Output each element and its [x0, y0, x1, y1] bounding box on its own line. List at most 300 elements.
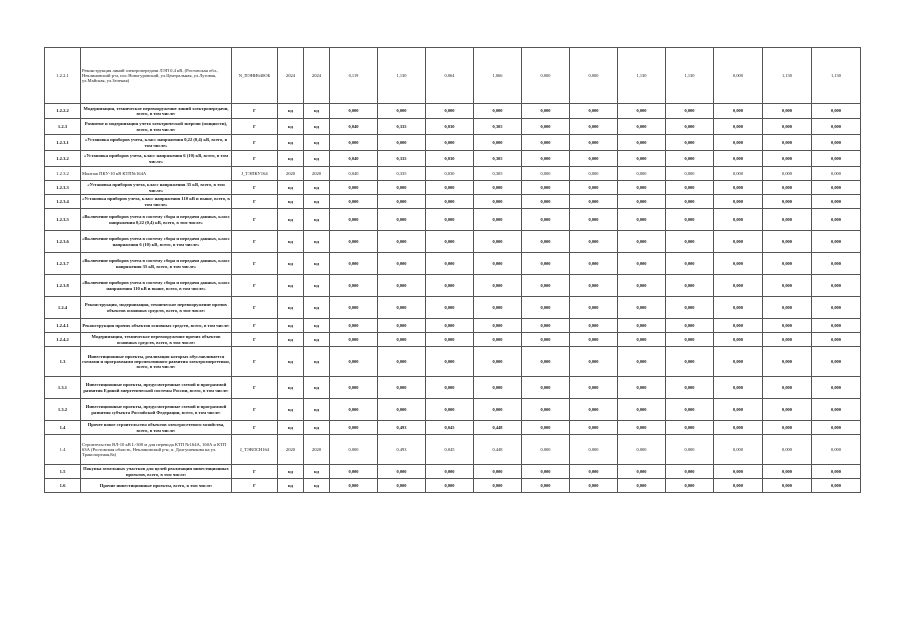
row-value-cell: 0,000 [666, 151, 714, 167]
row-value-cell: 0,000 [812, 377, 861, 399]
row-value-cell: 0,000 [378, 479, 426, 493]
row-value-cell: 0,000 [812, 151, 861, 167]
row-value-cell: 0,493 [378, 421, 426, 435]
row-value-cell: 0,040 [330, 167, 378, 181]
row-value-cell: 0,448 [474, 435, 522, 465]
table-row [45, 135, 861, 151]
row-year-start-cell: нд [278, 209, 304, 231]
row-name-cell: Покупка земельных участков для целей реализации инвестиционных проектов, всего, в том числе: [81, 465, 232, 479]
row-value-cell: 0,000 [763, 253, 812, 275]
row-value-cell: 0,000 [618, 195, 666, 209]
row-value-cell: 0,000 [666, 333, 714, 347]
row-value-cell: 0,000 [618, 167, 666, 181]
row-value-cell: 0,000 [426, 399, 474, 421]
row-value-cell: 0,000 [570, 435, 618, 465]
row-year-start-cell: нд [278, 181, 304, 195]
row-value-cell: 0,045 [426, 435, 474, 465]
table-row [45, 151, 861, 167]
table-row [45, 167, 861, 181]
row-code-cell: 1.2.3.3 [45, 181, 81, 195]
row-value-cell: 0,000 [812, 119, 861, 135]
table-row [45, 465, 861, 479]
row-year-start-cell: нд [278, 421, 304, 435]
row-value-cell: 0,000 [522, 399, 570, 421]
row-code-cell: 1.2.3.4 [45, 195, 81, 209]
row-name-cell: «Установка приборов учета, класс напряжения 0,22 (0,4) кВ, всего, в том числе» [81, 135, 232, 151]
row-value-cell: 0,000 [714, 347, 763, 377]
row-year-end-cell: нд [304, 209, 330, 231]
row-value-cell: 0,000 [378, 135, 426, 151]
row-year-end-cell: нд [304, 119, 330, 135]
row-year-start-cell: нд [278, 377, 304, 399]
row-value-cell: 0,000 [570, 377, 618, 399]
row-value-cell: 0,000 [812, 435, 861, 465]
row-value-cell: 0,000 [474, 104, 522, 119]
row-value-cell: 0,000 [426, 377, 474, 399]
row-code-cell: 1.2.4.2 [45, 333, 81, 347]
row-value-cell: 0,030 [426, 119, 474, 135]
row-code-cell: 1.2.3.2 [45, 151, 81, 167]
row-value-cell: 0,000 [618, 435, 666, 465]
row-value-cell: 0,000 [714, 48, 763, 104]
row-year-end-cell: нд [304, 231, 330, 253]
row-value-cell: 0,000 [618, 399, 666, 421]
row-value-cell: 0,000 [330, 275, 378, 297]
table-row [45, 479, 861, 493]
row-year-end-cell: нд [304, 297, 330, 319]
row-value-cell: 0,000 [666, 435, 714, 465]
row-value-cell: 0,000 [812, 195, 861, 209]
row-value-cell: 0,000 [570, 231, 618, 253]
row-id-cell: Г [232, 104, 278, 119]
row-year-end-cell: нд [304, 181, 330, 195]
row-year-end-cell: нд [304, 377, 330, 399]
row-value-cell: 0,000 [618, 275, 666, 297]
table-row [45, 195, 861, 209]
row-value-cell: 0,000 [522, 465, 570, 479]
row-value-cell: 0,000 [714, 151, 763, 167]
row-value-cell: 0,000 [474, 319, 522, 333]
row-value-cell: 0,000 [570, 209, 618, 231]
row-value-cell: 0,000 [812, 253, 861, 275]
row-value-cell: 0,000 [714, 231, 763, 253]
row-value-cell: 0,040 [330, 151, 378, 167]
row-value-cell: 0,000 [378, 195, 426, 209]
row-code-cell: 1.2.3.1 [45, 135, 81, 151]
row-value-cell: 0,000 [378, 347, 426, 377]
row-value-cell: 0,000 [666, 195, 714, 209]
row-value-cell: 0,000 [522, 167, 570, 181]
row-value-cell: 0,000 [426, 297, 474, 319]
row-value-cell: 0,040 [330, 119, 378, 135]
row-value-cell: 0,000 [378, 209, 426, 231]
row-value-cell: 0,000 [570, 297, 618, 319]
row-value-cell: 0,000 [714, 195, 763, 209]
row-name-cell: «Включение приборов учета в систему сбора и передачи данных, класс напряжения 110 кВ и выше, всего, в том числе» [81, 275, 232, 297]
row-value-cell: 0,000 [378, 275, 426, 297]
row-value-cell: 0,000 [378, 399, 426, 421]
row-id-cell: Г [232, 275, 278, 297]
row-value-cell: 0,000 [763, 167, 812, 181]
row-value-cell: 0,119 [330, 48, 378, 104]
row-value-cell: 0,000 [714, 119, 763, 135]
row-value-cell: 0,000 [330, 209, 378, 231]
row-value-cell: 0,000 [474, 253, 522, 275]
row-value-cell: 0,000 [474, 297, 522, 319]
row-value-cell: 0,000 [522, 347, 570, 377]
row-value-cell: 0,000 [522, 181, 570, 195]
row-year-end-cell: нд [304, 135, 330, 151]
row-value-cell: 0,000 [330, 347, 378, 377]
row-value-cell: 0,000 [570, 181, 618, 195]
row-year-start-cell: нд [278, 333, 304, 347]
row-code-cell: 1.2.3.8 [45, 275, 81, 297]
row-value-cell: 0,305 [474, 119, 522, 135]
row-id-cell: Г [232, 195, 278, 209]
row-code-cell: 1.2.3.5 [45, 209, 81, 231]
row-value-cell: 0,000 [714, 399, 763, 421]
row-value-cell: 0,000 [714, 479, 763, 493]
row-code-cell: 1.5 [45, 465, 81, 479]
row-value-cell: 0,000 [330, 399, 378, 421]
row-id-cell: Г [232, 209, 278, 231]
table-row [45, 319, 861, 333]
row-year-start-cell: нд [278, 479, 304, 493]
row-name-cell: Инвестиционные проекты, предусмотренные схемой и программой развития Единой энергетической системы России, всего, в том числе: [81, 377, 232, 399]
table-row [45, 275, 861, 297]
row-name-cell: Реконструкция, модернизация, техническое перевооружение прочих объектов основных средств, всего, в том числе: [81, 297, 232, 319]
row-value-cell: 0,000 [474, 333, 522, 347]
row-name-cell: Прочее новое строительство объектов электросетевого хозяйства, всего, в том числе: [81, 421, 232, 435]
row-year-start-cell: нд [278, 347, 304, 377]
row-value-cell: 0,000 [714, 275, 763, 297]
row-code-cell: 1.2.2.1 [45, 48, 81, 104]
row-value-cell: 0,064 [426, 48, 474, 104]
row-value-cell: 0,000 [618, 297, 666, 319]
row-value-cell: 0,000 [812, 399, 861, 421]
table-row [45, 119, 861, 135]
row-value-cell: 0,000 [522, 479, 570, 493]
row-value-cell: 0,000 [763, 275, 812, 297]
row-value-cell: 0,000 [763, 465, 812, 479]
row-value-cell: 0,000 [378, 377, 426, 399]
row-value-cell: 0,000 [666, 465, 714, 479]
row-year-start-cell: нд [278, 465, 304, 479]
row-value-cell: 0,000 [522, 333, 570, 347]
row-value-cell: 0,000 [714, 465, 763, 479]
row-code-cell: 1.3.2 [45, 399, 81, 421]
row-value-cell: 0,000 [474, 209, 522, 231]
row-value-cell: 0,000 [666, 421, 714, 435]
row-value-cell: 0,000 [330, 465, 378, 479]
row-id-cell: Г [232, 319, 278, 333]
row-name-cell: «Установка приборов учета, класс напряжения 110 кВ и выше, всего, в том числе» [82, 196, 230, 207]
row-value-cell: 0,000 [714, 319, 763, 333]
row-value-cell: 0,000 [618, 209, 666, 231]
row-year-end-cell: нд [304, 399, 330, 421]
table-row [45, 399, 861, 421]
row-value-cell: 0,000 [570, 195, 618, 209]
row-value-cell: 0,000 [330, 377, 378, 399]
row-code-cell: 1.3 [45, 347, 81, 377]
row-code-cell: 1.2.4 [45, 297, 81, 319]
table-row [45, 347, 861, 377]
table-row [45, 297, 861, 319]
row-value-cell: 0,000 [522, 151, 570, 167]
row-value-cell: 0,000 [330, 435, 378, 465]
row-year-start-cell: нд [278, 104, 304, 119]
row-year-end-cell: нд [304, 104, 330, 119]
row-value-cell: 0,000 [522, 297, 570, 319]
row-value-cell: 0,000 [570, 479, 618, 493]
row-value-cell: 0,000 [618, 319, 666, 333]
row-value-cell: 0,000 [330, 333, 378, 347]
row-value-cell: 0,000 [426, 253, 474, 275]
row-value-cell: 0,305 [474, 151, 522, 167]
row-value-cell: 0,000 [714, 377, 763, 399]
row-value-cell: 0,000 [330, 253, 378, 275]
row-value-cell: 0,000 [618, 231, 666, 253]
row-value-cell: 0,000 [763, 479, 812, 493]
row-value-cell: 0,000 [812, 333, 861, 347]
row-value-cell: 0,000 [812, 319, 861, 333]
row-value-cell: 1,130 [812, 48, 861, 104]
row-value-cell: 0,000 [666, 119, 714, 135]
row-value-cell: 0,000 [714, 421, 763, 435]
row-name-cell: Строительство ВЛ-10 кВ L-300 м для перевода КТП №164А, 160А и КТП 63А (Ростовская область, Неклиновский р-н, п. Долгушенкова на ул. Транспортная,8а) [81, 435, 232, 465]
row-value-cell: 0,000 [570, 48, 618, 104]
row-value-cell: 0,000 [812, 275, 861, 297]
row-value-cell: 0,000 [763, 333, 812, 347]
row-value-cell: 0,000 [522, 253, 570, 275]
table-row [45, 209, 861, 231]
row-year-end-cell: нд [304, 151, 330, 167]
row-year-start-cell: нд [278, 195, 304, 209]
row-value-cell: 0,000 [426, 135, 474, 151]
row-id-cell: Г [232, 465, 278, 479]
row-value-cell: 0,000 [618, 253, 666, 275]
row-id-cell: Г [232, 151, 278, 167]
row-year-end-cell: нд [304, 479, 330, 493]
row-value-cell: 0,000 [474, 135, 522, 151]
row-value-cell: 0,000 [522, 135, 570, 151]
row-value-cell: 0,000 [618, 421, 666, 435]
row-value-cell: 0,000 [378, 181, 426, 195]
row-year-end-cell: 2024 [304, 48, 330, 104]
row-code-cell: 1.2.2.2 [45, 104, 81, 119]
row-code-cell: 1.2.3.7 [45, 253, 81, 275]
row-year-end-cell: 2020 [304, 435, 330, 465]
row-id-cell: Г [232, 421, 278, 435]
row-value-cell: 0,000 [474, 181, 522, 195]
row-value-cell: 0,000 [330, 479, 378, 493]
row-value-cell: 0,000 [812, 347, 861, 377]
row-value-cell: 0,000 [714, 253, 763, 275]
row-value-cell: 0,000 [570, 399, 618, 421]
investment-program-table [44, 47, 861, 493]
row-value-cell: 0,000 [570, 275, 618, 297]
row-value-cell: 0,000 [618, 135, 666, 151]
row-value-cell: 0,000 [618, 104, 666, 119]
row-value-cell: 0,000 [714, 181, 763, 195]
row-value-cell: 0,000 [618, 119, 666, 135]
row-name-cell: «Включение приборов учета в систему сбора и передачи данных, класс напряжения 0,22 (0,4) кВ, всего, в том числе» [81, 209, 232, 231]
row-value-cell: 0,000 [666, 181, 714, 195]
row-code-cell: 1.2.3.2 [45, 167, 81, 181]
row-value-cell: 0,000 [426, 333, 474, 347]
row-value-cell: 0,000 [570, 104, 618, 119]
row-value-cell: 0,000 [763, 151, 812, 167]
table-row [45, 421, 861, 435]
row-value-cell: 0,000 [522, 377, 570, 399]
row-value-cell: 0,000 [522, 421, 570, 435]
row-id-cell: Г [232, 297, 278, 319]
row-value-cell: 0,000 [714, 333, 763, 347]
row-value-cell: 0,000 [570, 319, 618, 333]
row-id-cell: J_ТЭВЛСН164 [232, 435, 278, 465]
row-value-cell: 0,000 [812, 231, 861, 253]
row-value-cell: 0,000 [426, 275, 474, 297]
row-value-cell: 0,030 [426, 167, 474, 181]
row-value-cell: 0,000 [426, 479, 474, 493]
row-value-cell: 0,000 [330, 104, 378, 119]
row-value-cell: 0,000 [763, 195, 812, 209]
row-value-cell: 0,000 [426, 104, 474, 119]
row-value-cell: 0,030 [426, 151, 474, 167]
row-code-cell: 1.2.3 [45, 119, 81, 135]
row-value-cell: 0,000 [763, 209, 812, 231]
row-value-cell: 0,000 [763, 297, 812, 319]
table-row [45, 181, 861, 195]
row-value-cell: 0,000 [474, 465, 522, 479]
row-value-cell: 0,000 [618, 151, 666, 167]
row-value-cell: 0,000 [763, 421, 812, 435]
row-value-cell: 0,493 [378, 435, 426, 465]
row-value-cell: 0,000 [666, 479, 714, 493]
row-value-cell: 0,000 [666, 297, 714, 319]
row-value-cell: 0,000 [474, 377, 522, 399]
row-value-cell: 0,000 [570, 151, 618, 167]
row-value-cell: 0,000 [474, 347, 522, 377]
row-value-cell: 0,000 [570, 253, 618, 275]
row-year-end-cell: нд [304, 253, 330, 275]
row-value-cell: 0,000 [426, 209, 474, 231]
row-value-cell: 0,000 [426, 181, 474, 195]
row-value-cell: 0,000 [330, 319, 378, 333]
row-year-start-cell: нд [278, 151, 304, 167]
row-value-cell: 0,000 [426, 319, 474, 333]
row-value-cell: 0,000 [763, 377, 812, 399]
row-name-cell: Реконструкция линий электропередачи ЛЭП 0,4 кВ, (Ростовская обл., Неклиновский р-н, пос.Новогуровский, ул.Центральная, ул.Луговая, ул.Майская, ул.Зеленая) [81, 48, 232, 104]
row-value-cell: 0,000 [763, 435, 812, 465]
row-name-cell: Модернизация, техническое перевооружение прочих объектов основных средств, всего, в том числе: [81, 333, 232, 347]
row-value-cell: 0,000 [714, 167, 763, 181]
row-year-end-cell: нд [304, 465, 330, 479]
row-value-cell: 0,000 [330, 135, 378, 151]
row-value-cell: 0,000 [666, 347, 714, 377]
row-value-cell: 1,130 [666, 48, 714, 104]
row-value-cell: 0,000 [812, 135, 861, 151]
row-value-cell: 0,335 [378, 151, 426, 167]
row-value-cell: 0,000 [666, 319, 714, 333]
row-id-cell: Г [232, 119, 278, 135]
row-value-cell: 0,000 [330, 421, 378, 435]
row-value-cell: 0,000 [763, 231, 812, 253]
row-value-cell: 0,000 [522, 319, 570, 333]
row-name-cell: Модернизация, техническое перевооружение линий электропередачи, всего, в том числе: [81, 104, 232, 119]
table-row [45, 333, 861, 347]
row-id-cell: Г [232, 253, 278, 275]
row-name-cell: Прочие инвестиционные проекты, всего, в том числе: [81, 479, 232, 493]
row-value-cell: 0,000 [378, 104, 426, 119]
table-row [45, 231, 861, 253]
row-name-cell: «Установка приборов учета, класс напряжения 6 (10) кВ, всего, в том числе» [81, 151, 232, 167]
row-value-cell: 0,000 [330, 195, 378, 209]
row-value-cell: 0,000 [618, 465, 666, 479]
row-name-cell: Развитие и модернизация учета электрической энергии (мощности), всего, в том числе: [81, 119, 232, 135]
row-name-cell: «Включение приборов учета в систему сбора и передачи данных, класс напряжения 6 (10) кВ, всего, в том числе» [81, 231, 232, 253]
row-id-cell: N_ПЭНИ640ОБ [232, 48, 278, 104]
row-value-cell: 0,000 [378, 253, 426, 275]
row-value-cell: 0,000 [522, 104, 570, 119]
row-value-cell: 0,000 [522, 435, 570, 465]
row-value-cell: 0,000 [666, 399, 714, 421]
row-value-cell: 0,000 [812, 465, 861, 479]
row-code-cell: 1.2.3.6 [45, 231, 81, 253]
row-value-cell: 0,000 [618, 479, 666, 493]
row-value-cell: 0,305 [474, 167, 522, 181]
row-value-cell: 0,000 [812, 167, 861, 181]
row-value-cell: 0,000 [378, 319, 426, 333]
row-value-cell: 0,000 [763, 399, 812, 421]
row-code-cell: 1.3.1 [45, 377, 81, 399]
row-year-end-cell: нд [304, 275, 330, 297]
table-row [45, 104, 861, 119]
row-value-cell: 0,000 [812, 104, 861, 119]
row-value-cell: 0,000 [763, 181, 812, 195]
row-value-cell: 0,000 [474, 479, 522, 493]
row-value-cell: 0,045 [426, 421, 474, 435]
row-value-cell: 0,000 [570, 135, 618, 151]
row-value-cell: 0,000 [618, 347, 666, 377]
row-year-start-cell: 2024 [278, 48, 304, 104]
row-value-cell: 0,000 [522, 48, 570, 104]
row-year-end-cell: нд [304, 421, 330, 435]
row-value-cell: 0,335 [378, 119, 426, 135]
row-value-cell: 0,000 [330, 297, 378, 319]
row-code-cell: 1.4 [45, 421, 81, 435]
row-value-cell: 0,000 [714, 297, 763, 319]
row-year-start-cell: нд [278, 297, 304, 319]
row-value-cell: 0,000 [474, 275, 522, 297]
row-value-cell: 0,000 [618, 333, 666, 347]
row-value-cell: 0,000 [666, 231, 714, 253]
row-value-cell: 0,000 [618, 377, 666, 399]
row-value-cell: 0,000 [666, 253, 714, 275]
row-value-cell: 0,000 [522, 231, 570, 253]
row-value-cell: 0,000 [426, 231, 474, 253]
row-value-cell: 0,000 [570, 465, 618, 479]
row-value-cell: 0,000 [570, 119, 618, 135]
row-year-end-cell: нд [304, 333, 330, 347]
row-value-cell: 0,000 [763, 104, 812, 119]
row-year-start-cell: нд [278, 119, 304, 135]
row-value-cell: 1,066 [474, 48, 522, 104]
row-value-cell: 0,000 [426, 465, 474, 479]
row-value-cell: 0,000 [666, 209, 714, 231]
row-year-start-cell: нд [278, 135, 304, 151]
row-value-cell: 0,000 [812, 209, 861, 231]
